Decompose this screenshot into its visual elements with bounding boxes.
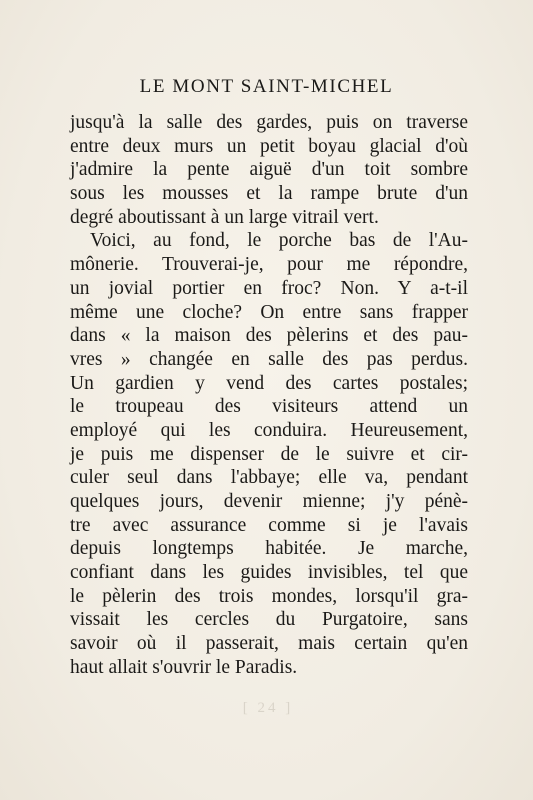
text-line: entre deux murs un petit boyau glacial d'où (70, 135, 468, 157)
text-line: sous les mousses et la rampe brute d'un (70, 183, 468, 205)
text-line: dans « la maison des pèlerins et des pau- (70, 325, 468, 347)
text-line: vissait les cercles du Purgatoire, sans (70, 609, 468, 631)
text-line: Un gardien y vend des cartes postales; (70, 372, 468, 394)
page-number: [ 24 ] (242, 700, 294, 716)
text-line: vres » changée en salle des pas perdus. (70, 348, 468, 370)
text-line: le pèlerin des trois mondes, lorsqu'il gra- (70, 585, 468, 607)
text-line: tre avec assurance comme si je l'avais (70, 514, 468, 536)
text-line: mônerie. Trouverai-je, pour me répondre, (70, 254, 468, 276)
text-line: savoir où il passerait, mais certain qu'en (70, 633, 468, 655)
text-line: haut allait s'ouvrir le Paradis. (70, 656, 298, 678)
text-line: jusqu'à la salle des gardes, puis on traverse (70, 112, 468, 133)
text-line: culer seul dans l'abbaye; elle va, pendant (70, 467, 468, 489)
text-line: j'admire la pente aiguë d'un toit sombre (70, 159, 468, 181)
text-line: Voici, au fond, le porche bas de l'Au- (90, 230, 468, 252)
text-line: employé qui les conduira. Heureusement, (70, 419, 468, 441)
text-line: confiant dans les guides invisibles, tel que (70, 562, 468, 584)
text-line: le troupeau des visiteurs attend un (70, 396, 468, 418)
body-text (70, 111, 468, 680)
text-line: je puis me dispenser de le suivre et cir- (70, 443, 468, 465)
text-line: un jovial portier en froc? Non. Y a-t-il (70, 277, 468, 299)
running-head: LE MONT SAINT-MICHEL (139, 76, 394, 97)
text-line: quelques jours, devenir mienne; j'y pénè- (70, 491, 468, 512)
text-line: même une cloche? On entre sans frapper (70, 301, 468, 323)
text-line: depuis longtemps habitée. Je marche, (70, 538, 468, 560)
text-line: degré aboutissant à un large vitrail vert. (70, 206, 379, 228)
